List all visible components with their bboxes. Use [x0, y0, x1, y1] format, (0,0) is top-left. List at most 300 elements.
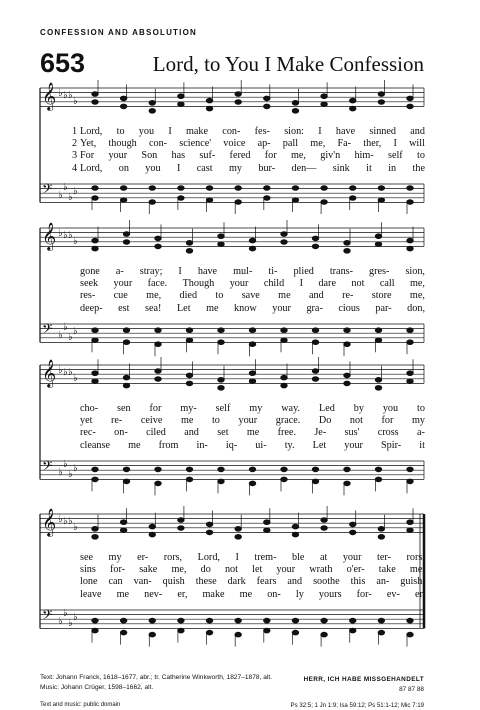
note-head	[321, 200, 327, 205]
note-head	[264, 186, 270, 191]
note-head	[206, 186, 212, 191]
note-head	[378, 100, 384, 105]
note-head	[149, 632, 155, 637]
note-head	[407, 618, 413, 623]
lyric-syllable: don,	[407, 302, 425, 314]
music-credit: Music: Johann Crüger, 1598–1662, alt.	[40, 684, 154, 691]
note-head	[264, 528, 270, 533]
note-head	[92, 196, 98, 201]
lyric-syllable: I	[168, 126, 172, 137]
lyric-syllable: sus'	[344, 427, 360, 439]
lyric-syllable: wrath	[309, 564, 333, 576]
note-head	[149, 186, 155, 191]
flat-icon: ♭	[63, 229, 68, 241]
lyric-syllable: you	[138, 126, 155, 137]
flat-icon: ♭	[63, 515, 68, 527]
note-head	[292, 630, 298, 635]
note-head	[312, 479, 318, 484]
lyric-syllable: yet	[80, 415, 93, 427]
note-head	[186, 381, 192, 386]
lyric-syllable: see	[80, 552, 94, 563]
flat-icon: ♭	[73, 236, 78, 247]
note-head	[407, 479, 413, 484]
note-head	[235, 186, 241, 191]
lyric-syllable: and	[410, 126, 425, 137]
lyric-line	[80, 403, 425, 414]
lyric-syllable: con-	[148, 138, 168, 150]
note-head	[178, 94, 184, 99]
note-head	[312, 369, 318, 374]
lyric-syllable: to	[116, 126, 125, 137]
lyric-syllable: my	[411, 415, 425, 427]
note-head	[292, 524, 298, 529]
note-head	[378, 92, 384, 97]
lyric-syllable: ly	[295, 588, 304, 600]
lyric-syllable: yours	[318, 588, 342, 600]
note-head	[92, 628, 98, 633]
note-head	[292, 532, 298, 537]
lyric-syllable: child	[263, 278, 285, 290]
lyric-syllable: Lord,	[80, 162, 103, 174]
note-head	[120, 528, 126, 533]
note-head	[178, 526, 184, 531]
note-head	[249, 467, 255, 472]
note-head	[92, 338, 98, 343]
note-head	[155, 377, 161, 382]
note-head	[350, 628, 356, 633]
lyric-syllable: er,	[177, 588, 188, 600]
note-head	[321, 526, 327, 531]
note-head	[407, 328, 413, 333]
lyric-syllable: your	[238, 415, 258, 427]
verse-number: 2	[72, 138, 78, 150]
lyric-syllable: quish	[162, 576, 185, 588]
lyric-syllable: deep-	[80, 302, 103, 314]
lyric-syllable: on-	[267, 588, 281, 600]
lyric-syllable: him-	[354, 150, 374, 162]
treble-clef-icon: 𝄞	[42, 222, 57, 250]
note-head	[344, 373, 350, 378]
note-head	[178, 518, 184, 523]
lyric-line	[80, 150, 425, 161]
note-head	[92, 535, 98, 540]
note-head	[123, 467, 129, 472]
lyric-syllable: and	[287, 576, 303, 588]
lyric-syllable: ter-	[377, 552, 391, 563]
lyric-syllable: your	[342, 552, 362, 563]
lyric-syllable: van-	[133, 576, 152, 588]
note-head	[149, 618, 155, 623]
note-head	[350, 186, 356, 191]
lyric-syllable: me	[116, 588, 130, 600]
bass-clef-icon: 𝄢	[42, 607, 53, 626]
note-head	[321, 186, 327, 191]
lyric-syllable: my	[228, 162, 242, 174]
lyric-syllable: est	[118, 302, 130, 314]
flat-icon: ♭	[68, 230, 73, 241]
note-head	[249, 379, 255, 384]
lyric-syllable: ui-	[255, 439, 267, 451]
lyric-syllable: res-	[80, 290, 96, 302]
lyric-syllable: way.	[281, 403, 301, 414]
note-head	[155, 369, 161, 374]
note-head	[120, 618, 126, 623]
note-head	[350, 618, 356, 623]
note-head	[92, 186, 98, 191]
note-head	[123, 479, 129, 484]
note-head	[206, 630, 212, 635]
note-head	[186, 241, 192, 246]
note-head	[321, 94, 327, 99]
lyric-syllable: con-	[222, 126, 241, 137]
lyric-syllable: my	[108, 552, 122, 563]
lyric-syllable: sen	[117, 403, 131, 414]
note-head	[264, 520, 270, 525]
note-head	[186, 373, 192, 378]
lyric-syllable: bur-	[258, 162, 276, 174]
note-head	[206, 198, 212, 203]
note-head	[378, 618, 384, 623]
lyric-syllable: know	[234, 302, 257, 314]
flat-icon: ♭	[68, 332, 73, 343]
lyric-syllable: do	[200, 564, 211, 576]
lyric-syllable: Led	[318, 403, 335, 414]
lyric-syllable: cross	[377, 427, 399, 439]
note-head	[281, 338, 287, 343]
note-head	[264, 618, 270, 623]
lyric-syllable: sinned	[369, 126, 397, 137]
note-head	[218, 479, 224, 484]
note-head	[92, 527, 98, 532]
lyric-syllable: fes-	[254, 126, 270, 137]
lyric-syllable: rors,	[163, 552, 183, 563]
lyric-syllable: me,	[290, 150, 306, 162]
flat-icon: ♭	[58, 616, 63, 627]
lyric-syllable: rors.	[406, 552, 425, 563]
lyric-syllable: at	[319, 552, 328, 563]
lyric-syllable: it	[419, 439, 425, 451]
note-head	[155, 328, 161, 333]
note-head	[249, 328, 255, 333]
lyric-syllable: Lord,	[197, 552, 220, 563]
hymn-number: 653	[40, 48, 86, 78]
note-head	[155, 467, 161, 472]
note-head	[120, 96, 126, 101]
lyric-syllable: I	[299, 278, 304, 290]
lyric-syllable: my	[249, 403, 263, 414]
flat-icon: ♭	[73, 326, 78, 337]
note-head	[249, 342, 255, 347]
bass-clef-icon: 𝄢	[42, 321, 53, 340]
lyric-syllable: leave	[80, 588, 102, 600]
note-head	[92, 618, 98, 623]
flat-icon: ♭	[63, 322, 68, 333]
note-head	[375, 242, 381, 247]
lyric-syllable: Though	[182, 278, 215, 290]
lyric-syllable: will	[409, 138, 425, 150]
lyric-syllable: and	[184, 427, 199, 439]
lyric-line	[80, 266, 425, 277]
note-head	[407, 632, 413, 637]
lyric-syllable: for-	[356, 588, 372, 600]
note-head	[149, 524, 155, 529]
note-head	[235, 535, 241, 540]
lyric-syllable: and	[308, 290, 324, 302]
note-head	[312, 236, 318, 241]
lyric-syllable: cast	[196, 162, 213, 174]
lyric-syllable: ty.	[284, 439, 295, 451]
lyric-syllable: in	[388, 162, 397, 174]
note-head	[344, 481, 350, 486]
note-head	[249, 371, 255, 376]
note-head	[235, 527, 241, 532]
flat-icon: ♭	[63, 459, 68, 470]
lyric-syllable: make	[185, 126, 209, 137]
flat-icon: ♭	[63, 366, 68, 378]
note-head	[292, 101, 298, 106]
lyric-syllable: seek	[80, 278, 99, 290]
note-head	[281, 328, 287, 333]
note-head	[218, 242, 224, 247]
note-head	[120, 198, 126, 203]
lyric-syllable: me	[246, 427, 260, 439]
note-head	[235, 92, 241, 97]
note-head	[375, 378, 381, 383]
note-head	[344, 241, 350, 246]
lyric-syllable: grace.	[275, 415, 301, 427]
lyric-syllable: take	[378, 564, 396, 576]
note-head	[264, 96, 270, 101]
note-head	[281, 477, 287, 482]
flat-icon: ♭	[73, 522, 78, 533]
note-head	[149, 532, 155, 537]
note-head	[407, 520, 413, 525]
note-head	[218, 378, 224, 383]
note-head	[123, 328, 129, 333]
lyric-syllable: gra-	[306, 302, 323, 314]
lyric-syllable: make	[202, 588, 225, 600]
lyric-syllable: I	[176, 162, 181, 174]
lyric-syllable: plied	[293, 266, 314, 277]
section-heading: CONFESSION AND ABSOLUTION	[40, 28, 197, 37]
flat-icon: ♭	[73, 186, 78, 197]
lyric-syllable: to	[211, 415, 220, 427]
note-head	[186, 338, 192, 343]
lyric-syllable: your	[229, 278, 249, 290]
note-head	[249, 481, 255, 486]
lyric-syllable: mul-	[233, 266, 253, 277]
lyric-syllable: iq-	[225, 439, 238, 451]
lyric-syllable: ciled	[146, 427, 166, 439]
hymn-title: Lord, to You I Make Confession	[152, 52, 424, 76]
lyric-line	[80, 415, 425, 426]
note-head	[292, 618, 298, 623]
lyric-syllable: soothe	[313, 576, 340, 588]
note-head	[281, 375, 287, 380]
lyric-syllable: not	[351, 278, 365, 290]
lyric-syllable: ti-	[268, 266, 278, 277]
verse-number: 3	[72, 150, 78, 162]
lyric-syllable: sea!	[145, 302, 162, 314]
flat-icon: ♭	[63, 608, 68, 619]
note-head	[375, 477, 381, 482]
flat-icon: ♭	[68, 90, 73, 101]
note-head	[178, 186, 184, 191]
flat-icon: ♭	[63, 89, 68, 101]
lyric-syllable: can	[108, 576, 123, 588]
lyric-syllable: me.	[409, 564, 425, 576]
flat-icon: ♭	[68, 516, 73, 527]
flat-icon: ♭	[58, 365, 63, 376]
flat-icon: ♭	[68, 618, 73, 629]
note-head	[123, 240, 129, 245]
flat-icon: ♭	[63, 182, 68, 193]
lyric-syllable: me,	[409, 278, 425, 290]
note-head	[149, 101, 155, 106]
note-head	[123, 383, 129, 388]
lyric-line	[80, 564, 425, 575]
lyric-syllable: my-	[180, 403, 197, 414]
lyric-syllable: Je-	[314, 427, 327, 439]
note-head	[178, 618, 184, 623]
note-head	[235, 100, 241, 105]
lyric-syllable: trans-	[329, 266, 354, 277]
note-head	[92, 371, 98, 376]
tune-name: HERR, ICH HABE MISSGEHANDELT	[303, 676, 424, 683]
lyric-syllable: died	[179, 290, 198, 302]
lyric-syllable: in-	[196, 439, 208, 451]
note-head	[375, 328, 381, 333]
note-head	[378, 535, 384, 540]
lyric-syllable: science'	[179, 138, 212, 150]
lyric-syllable: for-	[110, 564, 126, 576]
note-head	[312, 328, 318, 333]
note-head	[321, 618, 327, 623]
treble-clef-icon: 𝄞	[42, 508, 57, 536]
note-head	[281, 467, 287, 472]
note-head	[235, 200, 241, 205]
lyric-syllable: call	[379, 278, 395, 290]
note-head	[178, 102, 184, 107]
lyric-syllable: cho-	[80, 403, 99, 414]
note-head	[155, 244, 161, 249]
lyric-syllable: I	[178, 266, 182, 277]
note-head	[218, 234, 224, 239]
lyric-syllable: store	[371, 290, 392, 302]
note-head	[123, 340, 129, 345]
verse-number: 4	[72, 162, 78, 174]
rights-notice: Text and music: public domain	[40, 702, 121, 708]
lyric-syllable: stray;	[139, 266, 163, 277]
lyric-syllable: sake	[139, 564, 158, 576]
note-head	[344, 342, 350, 347]
note-head	[292, 186, 298, 191]
lyric-syllable: Lord,	[80, 126, 103, 137]
lyric-syllable: sion:	[284, 126, 305, 137]
note-head	[120, 630, 126, 635]
note-head	[149, 109, 155, 114]
lyric-syllable: to	[416, 150, 425, 162]
lyric-syllable: these	[195, 576, 217, 588]
note-head	[92, 92, 98, 97]
treble-clef-icon: 𝄞	[42, 82, 57, 110]
note-head	[120, 520, 126, 525]
lyric-line	[80, 126, 425, 137]
lyric-syllable: me,	[171, 564, 187, 576]
note-head	[178, 196, 184, 201]
lyric-syllable: re-	[111, 415, 123, 427]
note-head	[155, 236, 161, 241]
lyric-syllable: ev-	[386, 588, 400, 600]
lyric-syllable: giv'n	[320, 150, 341, 162]
note-head	[123, 232, 129, 237]
lyric-syllable: re-	[342, 290, 354, 302]
note-head	[218, 328, 224, 333]
lyric-syllable: Spir-	[381, 439, 402, 451]
lyric-syllable: dare	[318, 278, 336, 290]
lyric-syllable: me,	[310, 138, 326, 150]
note-head	[92, 100, 98, 105]
lyric-syllable: par-	[375, 302, 392, 314]
note-head	[206, 106, 212, 111]
lyric-syllable: self	[387, 150, 403, 162]
note-head	[407, 200, 413, 205]
lyric-syllable: sion,	[405, 266, 425, 277]
note-head	[344, 381, 350, 386]
note-head	[281, 240, 287, 245]
flat-icon: ♭	[73, 373, 78, 384]
flat-icon: ♭	[58, 88, 63, 99]
note-head	[120, 186, 126, 191]
note-head	[281, 232, 287, 237]
lyric-syllable: your	[108, 150, 128, 162]
text-credit: Text: Johann Franck, 1618–1677, abr.; tr. Catherine Winkworth, 1827–1878, alt.	[40, 674, 273, 681]
lyric-syllable: self	[215, 403, 231, 414]
note-head	[375, 467, 381, 472]
lyric-line	[80, 589, 425, 600]
flat-icon: ♭	[58, 330, 63, 341]
lyric-syllable: your	[344, 439, 363, 451]
note-head	[264, 196, 270, 201]
lyric-syllable: free.	[277, 427, 297, 439]
lyric-syllable: you	[145, 162, 161, 174]
lyric-line	[80, 278, 425, 289]
note-head	[350, 530, 356, 535]
lyric-line	[80, 552, 425, 563]
note-head	[206, 530, 212, 535]
lyric-line	[80, 576, 425, 587]
note-head	[407, 104, 413, 109]
lyric-syllable: let	[252, 564, 263, 576]
note-head	[375, 234, 381, 239]
lyric-syllable: the	[412, 162, 425, 174]
note-head	[407, 238, 413, 243]
lyric-syllable: by	[353, 403, 364, 414]
lyric-syllable: me,	[146, 290, 162, 302]
lyric-syllable: rec-	[80, 427, 96, 439]
lyric-syllable: fears	[256, 576, 277, 588]
lyric-syllable: an-	[376, 576, 390, 588]
treble-clef-icon: 𝄞	[42, 359, 57, 387]
note-head	[407, 246, 413, 251]
note-head	[321, 518, 327, 523]
note-head	[407, 371, 413, 376]
lyric-syllable: ble	[291, 552, 305, 563]
flat-icon: ♭	[73, 612, 78, 623]
note-head	[206, 522, 212, 527]
lyric-syllable: dark	[227, 576, 246, 588]
lyric-syllable: nev-	[144, 588, 163, 600]
